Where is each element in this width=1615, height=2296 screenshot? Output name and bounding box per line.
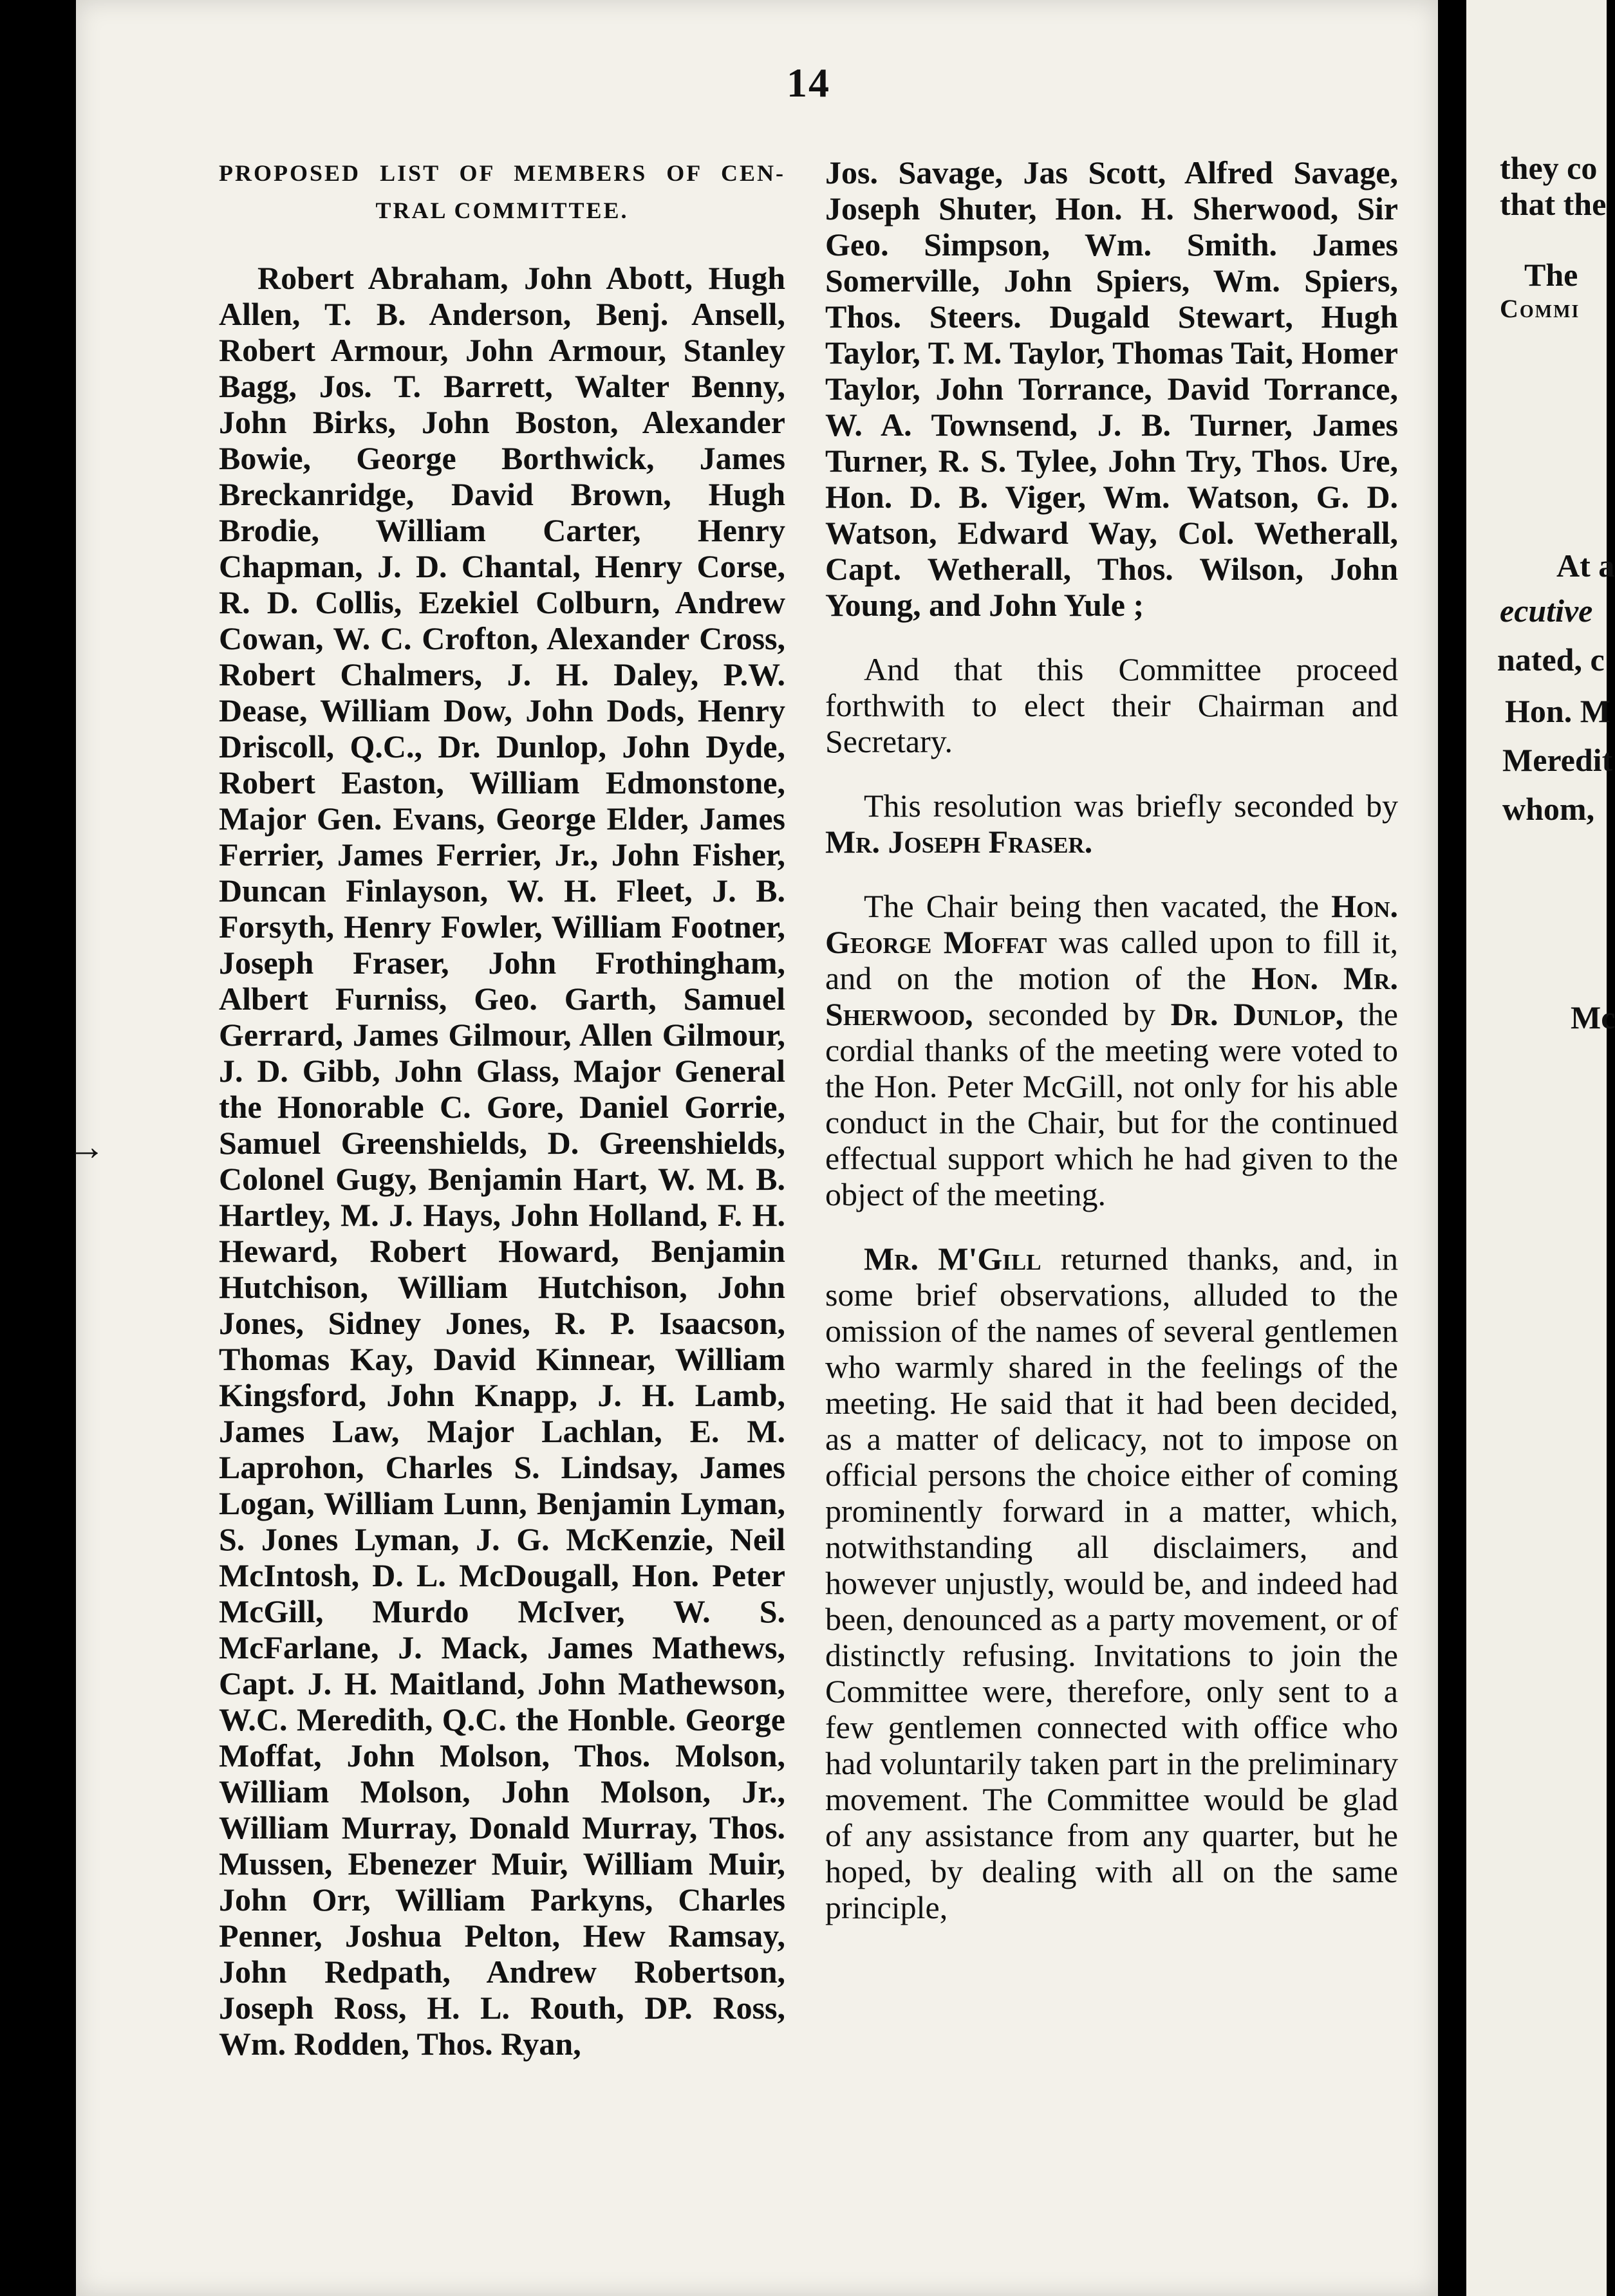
right-fragment: they co <box>1500 150 1598 186</box>
right-fragment: Mc <box>1571 999 1615 1035</box>
middle-column <box>825 154 1398 1925</box>
right-fragment: nated, c <box>1497 642 1605 678</box>
right-fragment: that the <box>1500 186 1607 222</box>
right-fragment: Meredit <box>1502 742 1613 778</box>
right-fragment: Commi <box>1500 294 1580 323</box>
right-fragment: The <box>1524 257 1578 293</box>
right-fragment: At a <box>1556 548 1615 584</box>
right-fragment: whom, <box>1502 791 1595 827</box>
paragraph-committee-proceed: And that this Committee proceed forthwith to elect their Chairman and Secretary. <box>825 651 1398 759</box>
paragraph-resolution-seconded <box>825 788 1398 860</box>
person-name: Dr. Dunlop, <box>1170 996 1344 1032</box>
committee-member-list: Robert Abraham, John Abott, Hugh Allen, T. B. Anderson, Benj. Ansell, Robert Armour, John Armour, Stanley Bagg, Jos. T. Barrett, Walter Benny, John Birks, John Boston, Alexander Bowie, George Borthwick, James Breckanridge, David Brown, Hugh Brodie, William Carter, Henry Chapman, J. D. Chantal, Henry Corse, R. D. Collis, Ezekiel Colburn, Andrew Cowan, W. C. Crofton, Alexander Cross, Robert Chalmers, J. H. Daley, P.W. Dease, William Dow, John Dods, Henry Driscoll, Q.C., Dr. Dunlop, John Dyde, Robert Easton, William Edmonstone, Major Gen. Evans, George Elder, James Ferrier, James Ferrier, Jr., John Fisher, Duncan Finlayson, W. H. Fleet, J. B. Forsyth, Henry Fowler, William Footner, Joseph Fraser, John Frothingham, Albert Furniss, Geo. Garth, Samuel Gerrard, James Gilmour, Allen Gilmour, J. D. Gibb, John Glass, Major General the Honorable C. Gore, Daniel Gorrie, Samuel Greenshields, D. Greenshields, Colonel Gugy, Benjamin Hart, W. M. B. Hartley, M. J. Hays, John Holland, F. H. Heward, Robert Howard, Benjamin Hutchison, William Hutchison, John Jones, Sidney Jones, R. P. Isaacson, Thomas Kay, David Kinnear, William Kingsford, John Knapp, J. H. Lamb, James Law, Major Lachlan, E. M. Laprohon, Charles S. Lindsay, James Logan, William Lunn, Benjamin Lyman, S. Jones Lyman, J. G. McKenzie, Neil McIntosh, D. L. McDougall, Hon. Peter McGill, Murdo McIver, W. S. McFarlane, J. Mack, James Mathews, Capt. J. H. Maitland, John Mathewson, W.C. Meredith, Q.C. the Honble. George Moffat, John Molson, Thos. Molson, William Molson, John Molson, Jr., William Murray, Donald Murray, Thos. Mussen, Ebenezer Muir, William Muir, John Orr, William Parkyns, Charles Penner, Joshua Pelton, Hew Ramsay, John Redpath, Andrew Robertson, Joseph Ross, H. L. Routh, DP. Ross, Wm. Rodden, Thos. Ryan, <box>219 260 785 2062</box>
right-page-edge <box>1466 0 1615 2296</box>
person-name: Hon. Mr. Sherwood, <box>825 960 1398 1032</box>
person-name: Mr. Joseph Fraser. <box>825 824 1093 860</box>
paragraph-text: This resolution was briefly seconded by <box>864 788 1398 824</box>
right-fragment: ecutive <box>1500 593 1593 629</box>
paragraph-text: returned thanks, and, in some brief observations, alluded to the omission of the names of several gentlemen who warmly shared in the feelings of the meeting. He said that it had been decided, as a matter of delicacy, not to impose on official persons the choice either of coming prominently forward in a matter, which, notwithstanding all disclaimers, and however unjustly, would be, and indeed had been, denounced as a party movement, or of distinctly refusing. Invitations to join the Committee were, therefore, only sent to a few gentlemen connected with office who had voluntarily taken part in the preliminary movement. The Committee would be glad of any assistance from any quarter, but he hoped, by dealing with all on the same principle, <box>825 1241 1398 1925</box>
paragraph-chair-vacated <box>825 888 1398 1212</box>
margin-arrow-mark: → <box>67 1125 106 1168</box>
book-gutter <box>1438 0 1466 2296</box>
paragraph-text: seconded by <box>973 996 1171 1032</box>
paragraph-text: The Chair being then vacated, the <box>864 888 1332 924</box>
person-name: Mr. M'Gill <box>864 1241 1041 1277</box>
left-column <box>219 154 785 2062</box>
paragraph-text: was called upon to fill it, and on the motion of the <box>825 924 1398 996</box>
committee-member-list-continued: Jos. Savage, Jas Scott, Alfred Savage, Joseph Shuter, Hon. H. Sherwood, Sir Geo. Simpson, Wm. Smith. James Somerville, John Spiers, Wm. Spiers, Thos. Steers. Dugald Stewart, Hugh Taylor, T. M. Taylor, Thomas Tait, Homer Taylor, John Torrance, David Torrance, W. A. Townsend, J. B. Turner, James Turner, R. S. Tylee, John Try, Thos. Ure, Hon. D. B. Viger, Wm. Watson, G. D. Watson, Edward Way, Col. Wetherall, Capt. Wetherall, Thos. Wilson, John Young, and John Yule ; <box>825 154 1398 623</box>
paragraph-text: the cordial thanks of the meeting were voted to the Hon. Peter McGill, not only for his able conduct in the Chair, but for the continued effectual support which he had given to the object of the meeting. <box>825 996 1398 1212</box>
committee-heading-line1: PROPOSED LIST OF MEMBERS OF CEN- <box>219 160 785 186</box>
person-name: Hon. George Moffat <box>825 888 1398 960</box>
right-fragment: Hon. M <box>1505 693 1610 729</box>
page-number: 14 <box>787 60 830 106</box>
committee-heading-line2: TRAL COMMITTEE. <box>375 198 629 223</box>
paragraph-mcgill-thanks <box>825 1241 1398 1925</box>
